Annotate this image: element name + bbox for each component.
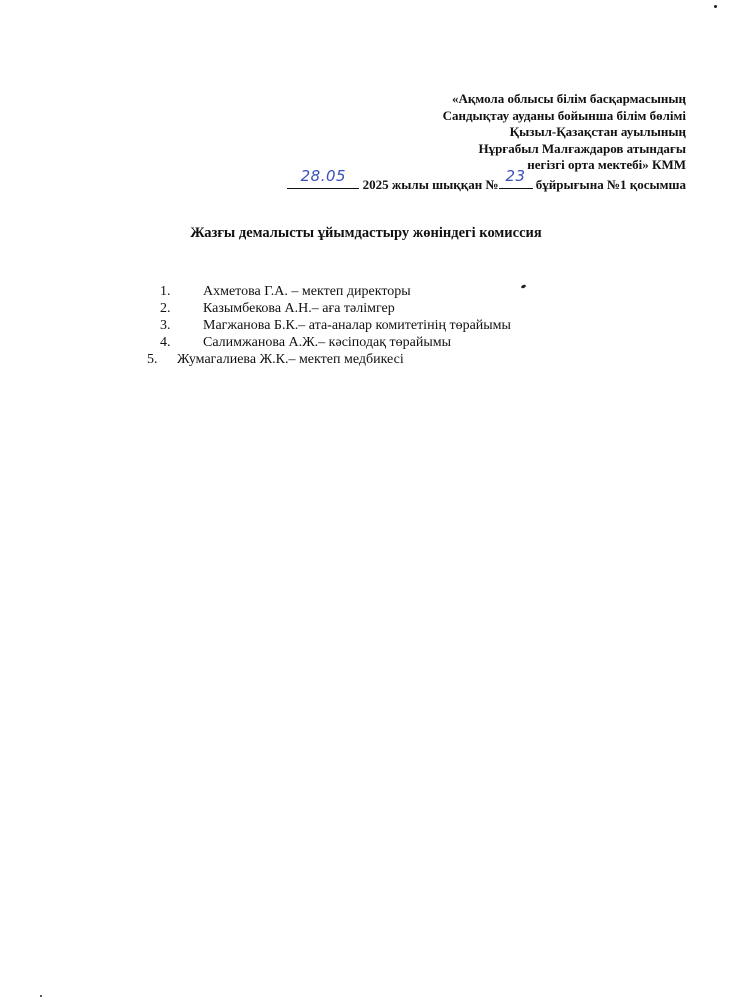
- date-blank: [287, 166, 359, 189]
- scan-speck: [714, 5, 717, 8]
- header-line: Нұрғабыл Малғаждаров атындағы: [478, 140, 686, 156]
- document-header: [287, 91, 686, 194]
- list-item-text: Магжанова Б.К.– ата-аналар комитетінің төрайымы: [203, 318, 511, 333]
- header-line: Сандықтау ауданы бойынша білім бөлімі: [442, 107, 686, 123]
- list-item-number: 5.: [147, 352, 158, 367]
- handwritten-date: 28.05: [300, 166, 347, 185]
- scan-speck: [40, 995, 42, 997]
- header-line: Қызыл-Қазақстан ауылының: [509, 124, 686, 140]
- list-item: [160, 334, 511, 351]
- order-year-text: 2025 жылы шыққан №: [362, 176, 499, 192]
- list-item-number: 1.: [160, 284, 171, 299]
- order-reference-line: [287, 166, 686, 194]
- document-title: Жазғы демалысты ұйымдастыру жөніндегі комиссия: [190, 225, 542, 241]
- order-number-blank: [499, 166, 533, 189]
- list-item-number: 3.: [160, 318, 171, 333]
- commission-members-list: [147, 283, 511, 368]
- list-item-number: 2.: [160, 301, 171, 316]
- list-item: [160, 317, 511, 334]
- list-item-text: Салимжанова А.Ж.– кәсіподақ төрайымы: [203, 335, 452, 350]
- list-item: [160, 300, 511, 317]
- header-line: негізгі орта мектебі» КММ: [527, 157, 686, 173]
- list-item-text: Ахметова Г.А. – мектеп директоры: [203, 284, 411, 299]
- handwritten-order-number: 23: [505, 166, 526, 185]
- header-line: «Ақмола облысы білім басқармасының: [452, 91, 686, 106]
- order-suffix-text: бұйрығына №1 қосымша: [535, 176, 686, 192]
- list-item-text: Казымбекова А.Н.– аға тәлімгер: [203, 301, 395, 316]
- list-item: [160, 283, 511, 300]
- list-item: [147, 351, 511, 368]
- list-item-number: 4.: [160, 335, 171, 350]
- scan-speck: [521, 284, 527, 289]
- list-item-text: Жумагалиева Ж.К.– мектеп медбикесі: [177, 352, 404, 367]
